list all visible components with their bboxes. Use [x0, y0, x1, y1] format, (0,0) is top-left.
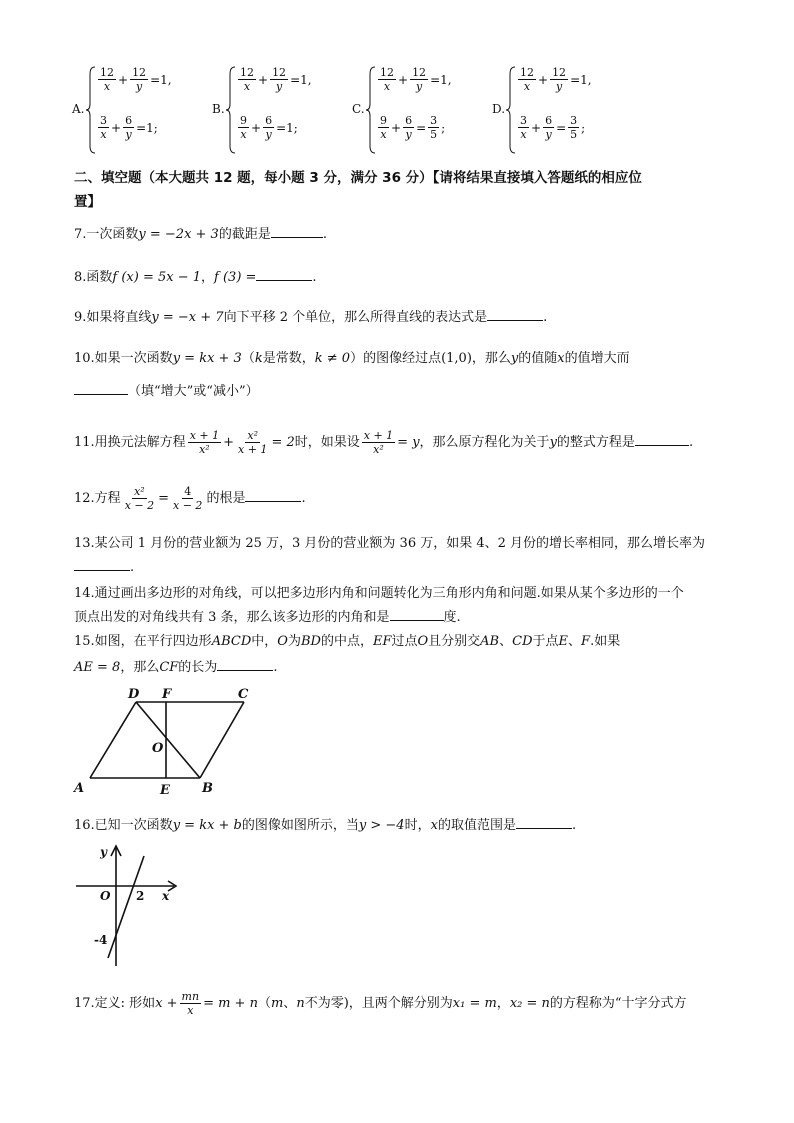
equation-1: $\frac{12}{x}$ + $\frac{12}{y}$ =1, — [240, 66, 312, 93]
question-9: 9.如果将直线y = −x + 7向下平移 2 个单位，那么所得直线的表达式是 . — [74, 310, 548, 325]
label-x-axis: x — [162, 889, 170, 903]
answer-blank[interactable] — [217, 658, 273, 671]
label-c: C — [238, 687, 249, 702]
edge-cb — [200, 702, 244, 778]
question-12: 12.方程 $\frac{\text{x²}}{x - 2}$ = $\frac{4}{x - 2}$ 的根是 . — [74, 485, 306, 512]
equation-1: $\frac{12}{x}$ + $\frac{12}{y}$ =1, — [380, 66, 452, 93]
question-8: 8.函数f (x) = 5x − 1，f (3) = . — [74, 270, 317, 285]
option-label: C. — [352, 102, 365, 116]
option-a — [72, 62, 222, 162]
option-d — [492, 62, 642, 162]
diagonal-bd — [136, 702, 200, 778]
brace-icon — [506, 66, 516, 154]
label-d: D — [128, 687, 140, 702]
option-c — [352, 62, 502, 162]
answer-blank[interactable] — [256, 268, 312, 281]
question-15-cont: AE = 8，那么CF的长为 . — [74, 660, 278, 675]
linear-graph-figure — [76, 840, 186, 970]
equation-2: $\frac{9}{x}$ + $\frac{6}{y}$ = $\frac{3}{5}$ ; — [380, 114, 446, 141]
edge-ad — [90, 702, 136, 778]
answer-blank[interactable] — [271, 225, 323, 238]
answer-blank[interactable] — [74, 558, 130, 571]
equation-2: $\frac{3}{x}$ + $\frac{6}{y}$ =1; — [100, 114, 158, 141]
label-b: B — [202, 781, 213, 796]
answer-blank[interactable] — [487, 308, 543, 321]
equation-2: $\frac{3}{x}$ + $\frac{6}{y}$ = $\frac{3}{5}$ ; — [520, 114, 586, 141]
answer-blank[interactable] — [74, 382, 128, 395]
section-heading-cont: 置】 — [74, 194, 101, 210]
parallelogram-figure — [72, 686, 282, 798]
question-14: 14.通过画出多边形的对角线，可以把多边形内角和问题转化为三角形内角和问题.如果从某个多边形的一个 — [74, 586, 684, 601]
label-origin: O — [100, 889, 111, 903]
equation-1: $\frac{12}{x}$ + $\frac{12}{y}$ =1, — [520, 66, 592, 93]
section-heading: 二、填空题（本大题共 12 题，每小题 3 分，满分 36 分）【请将结果直接填入答题纸的相应位 — [74, 170, 642, 186]
label-e: E — [160, 783, 170, 798]
answer-blank[interactable] — [390, 608, 444, 621]
question-13: 13.某公司 1 月份的营业额为 25 万，3 月份的营业额为 36 万，如果 4、2 月份的增长率相同，那么增长率为 — [74, 536, 706, 551]
question-10-cont: （填“增大”或“减小”） — [74, 382, 724, 402]
label-o: O — [152, 741, 164, 756]
label-x-intercept: 2 — [136, 889, 145, 903]
question-16: 16.已知一次函数y = kx + b的图像如图所示，当y > −4时，x的取值范围是 . — [74, 818, 577, 833]
option-label: A. — [72, 102, 85, 116]
answer-blank[interactable] — [245, 489, 301, 502]
equation-1: $\frac{12}{x}$ + $\frac{12}{y}$ =1, — [100, 66, 172, 93]
equation-2: $\frac{9}{x}$ + $\frac{6}{y}$ =1; — [240, 114, 298, 141]
question-7: 7.一次函数y = −2x + 3的截距是 . — [74, 227, 327, 242]
answer-blank[interactable] — [635, 433, 689, 446]
option-label: B. — [212, 102, 225, 116]
brace-icon — [366, 66, 376, 154]
option-label: D. — [492, 102, 506, 116]
brace-icon — [226, 66, 236, 154]
answer-blank[interactable] — [516, 816, 572, 829]
label-f: F — [162, 687, 172, 702]
label-a: A — [74, 781, 85, 796]
question-15: 15.如图，在平行四边形ABCD中，O为BD的中点，EF过点O且分别交AB、CD于点E、F.如果 — [74, 634, 621, 649]
option-b — [212, 62, 362, 162]
label-y-axis: y — [100, 845, 107, 859]
question-11: 11.用换元法解方程 $\frac{x + 1}{\text{x²}}$ + $\frac{\text{x²}}{x + 1}$ = 2时，如果设 $\frac{x + 1}{\text{x²}}$ = y，那么原方程化为关于y的整式方程是 . — [74, 429, 694, 456]
question-17: 17.定义: 形如x + $\frac{mn}{x}$ = m + n（m、n不为零)，且两个解分别为x₁ = m，x₂ = n的方程称为“十字分式方 — [74, 990, 687, 1017]
function-line — [108, 856, 144, 958]
brace-icon — [86, 66, 96, 154]
question-13-cont: . — [74, 558, 724, 578]
question-10: 10.如果一次函数y = kx + 3（k是常数，k ≠ 0）的图像经过点(1,0)，那么y的值随x的值增大而 — [74, 351, 630, 366]
question-14-cont: 顶点出发的对角线共有 3 条，那么该多边形的内角和是 度. — [74, 610, 461, 625]
label-y-intercept: -4 — [94, 933, 108, 947]
